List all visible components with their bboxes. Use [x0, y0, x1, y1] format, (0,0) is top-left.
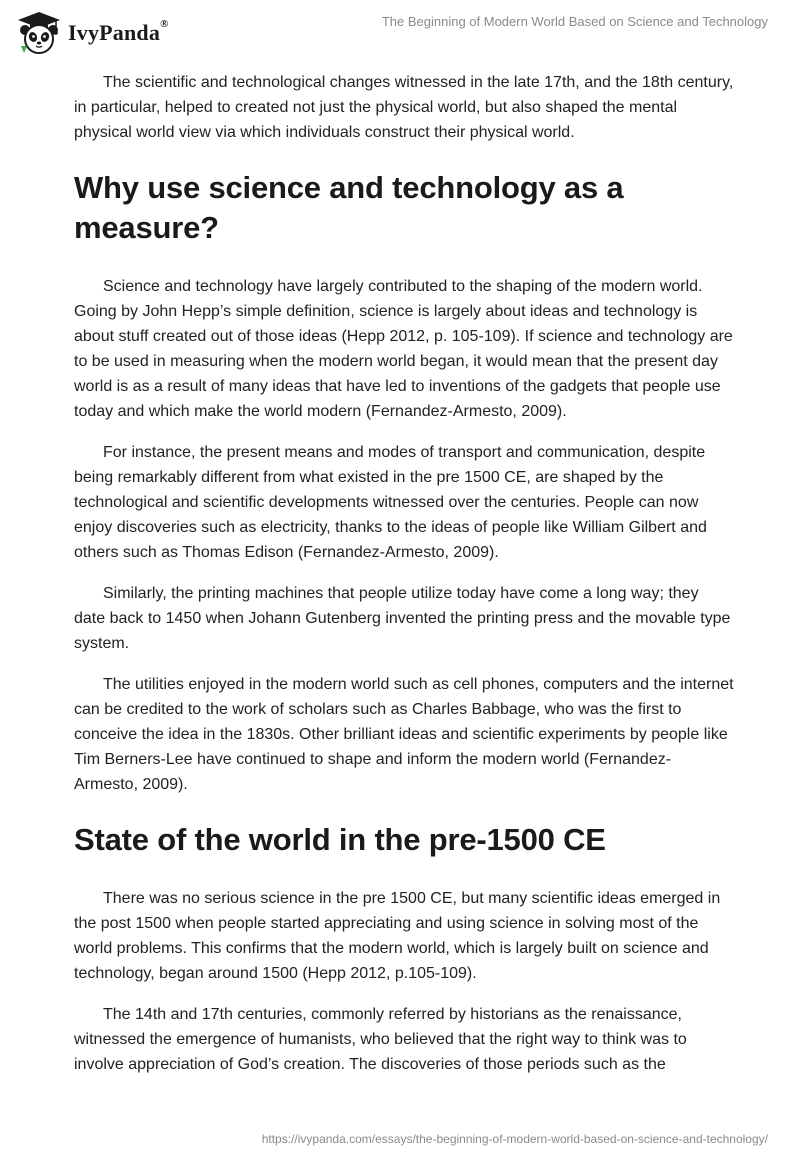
source-url[interactable]: https://ivypanda.com/essays/the-beginning-of-modern-world-based-on-science-and-technology/ [261, 1132, 768, 1146]
panda-graduate-icon [16, 10, 62, 56]
header-document-title: The Beginning of Modern World Based on Science and Technology [381, 14, 768, 29]
paragraph: The 14th and 17th centuries, commonly referred by historians as the renaissance, witnessed the emergence of humanists, who believed that the right way to think was to involve appreciation of God’s creation. The discoveries of those periods such as the [74, 1006, 687, 1073]
section-heading: Why use science and technology as a measure? [74, 170, 624, 245]
paragraph: The utilities enjoyed in the modern world such as cell phones, computers and the internet can be credited to the work of scholars such as Charles Babbage, who was the first to conceive the idea in the 1830s. Other brilliant ideas and scientific experiments by people like Tim Berners-Lee have continued to shape and inform the modern world (Fernandez-Armesto, 2009). [74, 676, 734, 793]
site-logo[interactable] [16, 10, 169, 56]
paragraph: Science and technology have largely contributed to the shaping of the modern world. Going by John Hepp’s simple definition, science is largely about ideas and technology is about stuff created out of those ideas (Hepp 2012, p. 105-109). If science and technology are to be used in measuring when the modern world began, it would mean that the present day world is as a result of many ideas that have led to inventions of the gadgets that people use today and which make the world modern (Fernandez-Armesto, 2009). [74, 278, 733, 420]
paragraph: The scientific and technological changes witnessed in the late 17th, and the 18th century, in particular, helped to created not just the physical world, but also shaped the mental physical world view via which individuals construct their physical world. [74, 74, 734, 141]
logo-text: IvyPanda® [68, 18, 169, 45]
paragraph: There was no serious science in the pre 1500 CE, but many scientific ideas emerged in the post 1500 when people started appreciating and using science in solving most of the world problems. This confirms that the modern world, which is largely built on science and technology, began around 1500 (Hepp 2012, p.105-109). [74, 890, 721, 982]
paragraph: Similarly, the printing machines that people utilize today have come a long way; they date back to 1450 when Johann Gutenberg invented the printing press and the movable type system. [74, 585, 731, 652]
essay-content [74, 70, 734, 1093]
section-heading: State of the world in the pre-1500 CE [74, 822, 606, 857]
paragraph: For instance, the present means and modes of transport and communication, despite being remarkably different from what existed in the pre 1500 CE, are shaped by the technological and scientific developments witnessed over the centuries. People can now enjoy discoveries such as electricity, thanks to the ideas of people like William Gilbert and others such as Thomas Edison (Fernandez-Armesto, 2009). [74, 444, 707, 561]
